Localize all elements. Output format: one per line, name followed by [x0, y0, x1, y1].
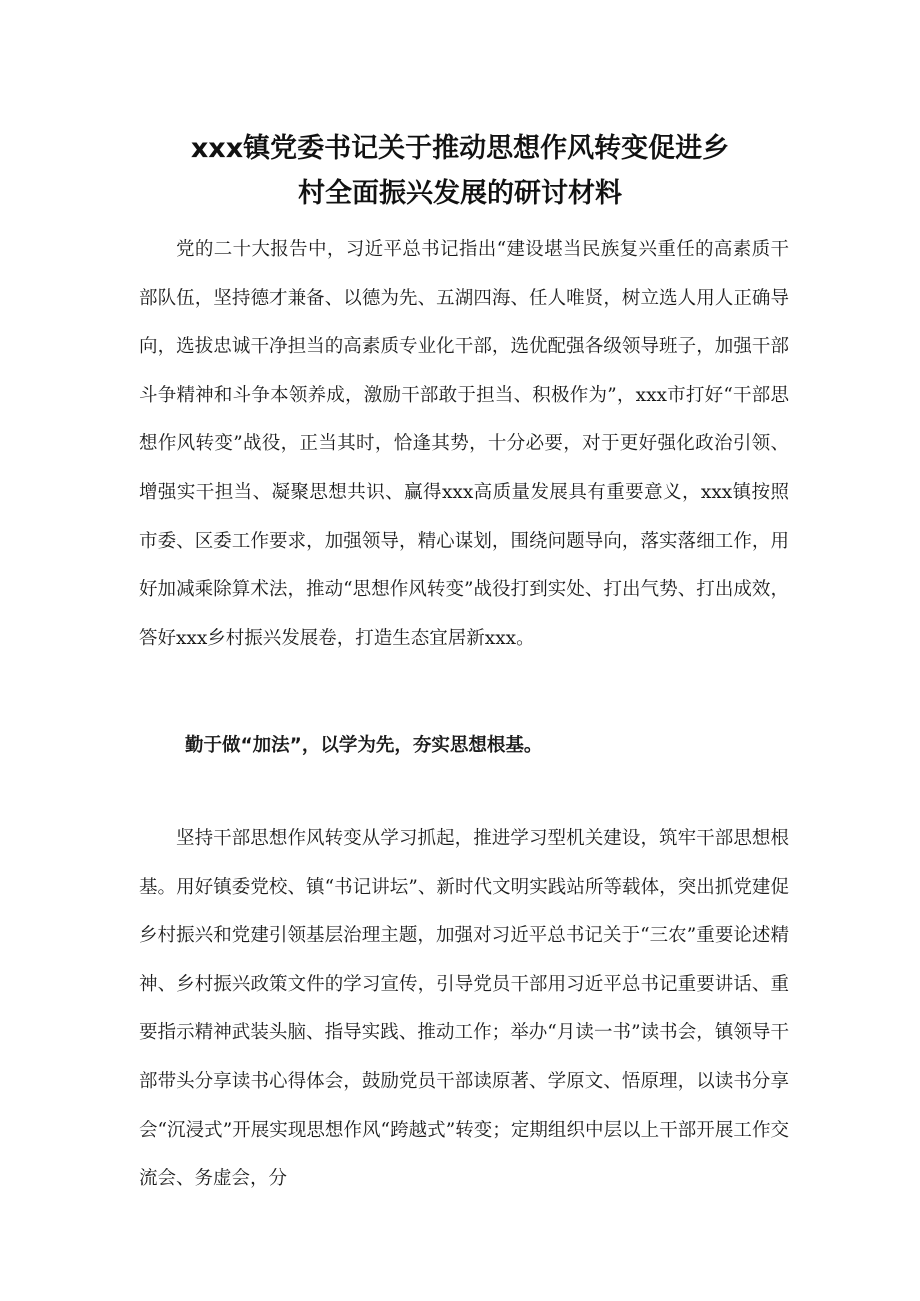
body-paragraph-1: 党的二十大报告中，习近平总书记指出“建设堪当民族复兴重任的高素质干部队伍，坚持德才兼备、以德为先、五湖四海、任人唯贤，树立选人用人正确导向，选拔忠诚干净担当的高素质专业化干部，选优配强各级领导班子，加强干部斗争精神和斗争本领养成，激励干部敢于担当、积极作为”，xxx市打好“干部思想作风转变”战役，正当其时，恰逢其势，十分必要，对于更好强化政治引领、增强实干担当、凝聚思想共识、赢得xxx高质量发展具有重要意义，xxx镇按照市委、区委工作要求，加强领导，精心谋划，围绕问题导向，落实落细工作，用好加减乘除算术法，推动“思想作风转变”战役打到实处、打出气势、打出成效，答好xxx乡村振兴发展卷，打造生态宜居新xxx。	[139, 239, 789, 649]
section-heading: 勤于做“加法”，以学为先，夯实思想根基。	[185, 735, 543, 756]
document-title-line-2: 村全面振兴发展的研讨材料	[298, 178, 622, 209]
body-paragraph-2: 坚持干部思想作风转变从学习抓起，推进学习型机关建设，筑牢干部思想根基。用好镇委党校、镇“书记讲坛”、新时代文明实践站所等载体，突出抓党建促乡村振兴和党建引领基层治理主题，加强对习近平总书记关于“三农”重要论述精神、乡村振兴政策文件的学习宣传，引导党员干部用习近平总书记重要讲话、重要指示精神武装头脑、指导实践、推动工作；举办“月读一书”读书会，镇领导干部带头分享读书心得体会，鼓励党员干部读原著、学原文、悟原理，以读书分享会“沉浸式”开展实现思想作风“跨越式”转变；定期组织中层以上干部开展工作交流会、务虚会，分	[139, 828, 789, 1190]
document-title-line-1: xxx镇党委书记关于推动思想作风转变促进乡	[190, 133, 730, 164]
